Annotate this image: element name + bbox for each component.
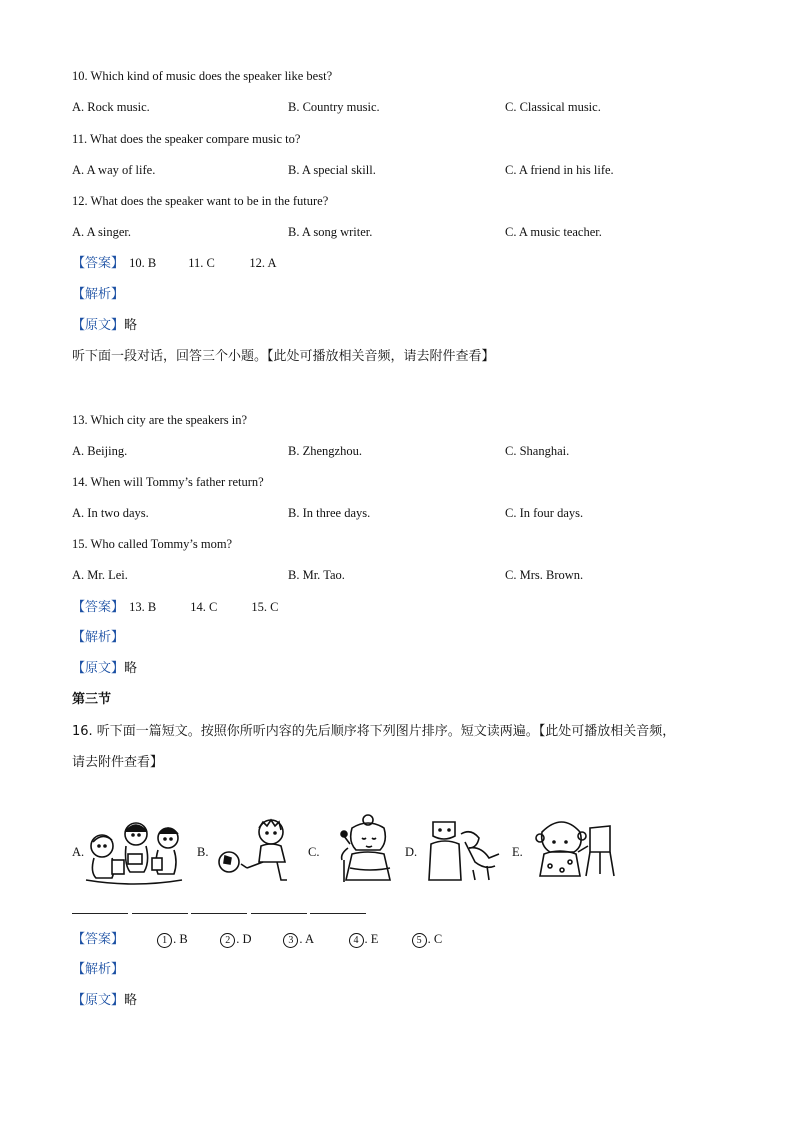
original-content: 略 <box>124 661 138 676</box>
answer-value: . B <box>173 932 188 946</box>
answer-tag: 【答案】 <box>72 256 125 271</box>
question-11: 11. What does the speaker compare music to? <box>72 132 301 146</box>
original-text-2 <box>72 661 137 677</box>
picture-d-label: D. <box>405 845 418 859</box>
answer-block-3 <box>72 931 442 948</box>
analysis-tag: 【解析】 <box>72 287 125 302</box>
question-10: 10. Which kind of music does the speaker like best? <box>72 69 333 83</box>
circled-number: 1 <box>157 933 172 948</box>
answer-item: 11. C <box>188 256 215 270</box>
answer-item <box>283 931 345 948</box>
answer-item <box>220 931 280 948</box>
answer-value: . A <box>299 932 314 946</box>
answer-tag: 【答案】 <box>72 932 125 947</box>
children-reading-icon <box>84 818 184 886</box>
original-content: 略 <box>124 993 138 1008</box>
question-12: 12. What does the speaker want to be in the future? <box>72 194 329 208</box>
q13-option-a: A. Beijing. <box>72 444 128 458</box>
q10-option-a: A. Rock music. <box>72 100 150 114</box>
q11-option-c: C. A friend in his life. <box>505 163 614 177</box>
q15-option-b: B. Mr. Tao. <box>288 568 345 582</box>
original-tag: 【原文】 <box>72 318 125 333</box>
answer-blank-1[interactable] <box>72 913 128 914</box>
answer-value: . C <box>427 932 443 946</box>
picture-a-label: A. <box>72 845 85 859</box>
original-text-3 <box>72 993 137 1009</box>
answer-item: 10. B <box>129 256 157 270</box>
q15-option-c: C. Mrs. Brown. <box>505 568 584 582</box>
q11-option-a: A. A way of life. <box>72 163 156 177</box>
answer-item <box>157 931 217 948</box>
q13-option-b: B. Zhengzhou. <box>288 444 362 458</box>
answer-item: 13. B <box>129 600 157 614</box>
man-with-dog-icon <box>425 814 503 884</box>
q14-option-c: C. In four days. <box>505 506 584 520</box>
answer-item <box>412 931 443 948</box>
answer-value: . E <box>364 932 379 946</box>
question-14: 14. When will Tommy’s father return? <box>72 475 264 489</box>
analysis-tag: 【解析】 <box>72 630 125 645</box>
girl-painting-icon <box>530 814 616 884</box>
section-heading: 第三节 <box>72 692 112 707</box>
q14-option-a: A. In two days. <box>72 506 149 520</box>
question-16-line2: 请去附件查看】 <box>72 755 164 770</box>
circled-number: 5 <box>412 933 427 948</box>
q12-option-c: C. A music teacher. <box>505 225 602 239</box>
answer-blank-4[interactable] <box>251 913 307 914</box>
original-tag: 【原文】 <box>72 993 125 1008</box>
picture-b-label: B. <box>197 845 209 859</box>
answer-blank-5[interactable] <box>310 913 366 914</box>
answer-item: 15. C <box>251 600 279 614</box>
girl-singing-icon <box>322 812 394 886</box>
original-text-1 <box>72 318 137 334</box>
q13-option-c: C. Shanghai. <box>505 444 570 458</box>
original-content: 略 <box>124 318 138 333</box>
q10-option-b: B. Country music. <box>288 100 380 114</box>
answer-value: . D <box>236 932 252 946</box>
answer-block-2 <box>72 599 278 616</box>
picture-c-label: C. <box>308 845 320 859</box>
listening-instruction: 听下面一段对话，回答三个小题。【此处可播放相关音频，请去附件查看】 <box>72 349 495 364</box>
answer-blank-2[interactable] <box>132 913 188 914</box>
question-16-line1: 16. 听下面一篇短文。按照你所听内容的先后顺序将下列图片排序。短文读两遍。【此处可播放相关音频， <box>72 724 676 739</box>
question-15: 15. Who called Tommy’s mom? <box>72 537 233 551</box>
boy-playing-football-icon <box>213 816 299 886</box>
answer-item: 12. A <box>249 256 277 270</box>
q14-option-b: B. In three days. <box>288 506 371 520</box>
original-tag: 【原文】 <box>72 661 125 676</box>
analysis-tag: 【解析】 <box>72 962 125 977</box>
q15-option-a: A. Mr. Lei. <box>72 568 128 582</box>
answer-blank-3[interactable] <box>191 913 247 914</box>
answer-item <box>349 931 409 948</box>
circled-number: 4 <box>349 933 364 948</box>
picture-e-label: E. <box>512 845 523 859</box>
circled-number: 3 <box>283 933 298 948</box>
q10-option-c: C. Classical music. <box>505 100 601 114</box>
answer-block-1 <box>72 255 276 272</box>
answer-tag: 【答案】 <box>72 600 125 615</box>
question-13: 13. Which city are the speakers in? <box>72 413 248 427</box>
q12-option-a: A. A singer. <box>72 225 132 239</box>
circled-number: 2 <box>220 933 235 948</box>
q12-option-b: B. A song writer. <box>288 225 373 239</box>
q11-option-b: B. A special skill. <box>288 163 376 177</box>
answer-item: 14. C <box>190 600 218 614</box>
